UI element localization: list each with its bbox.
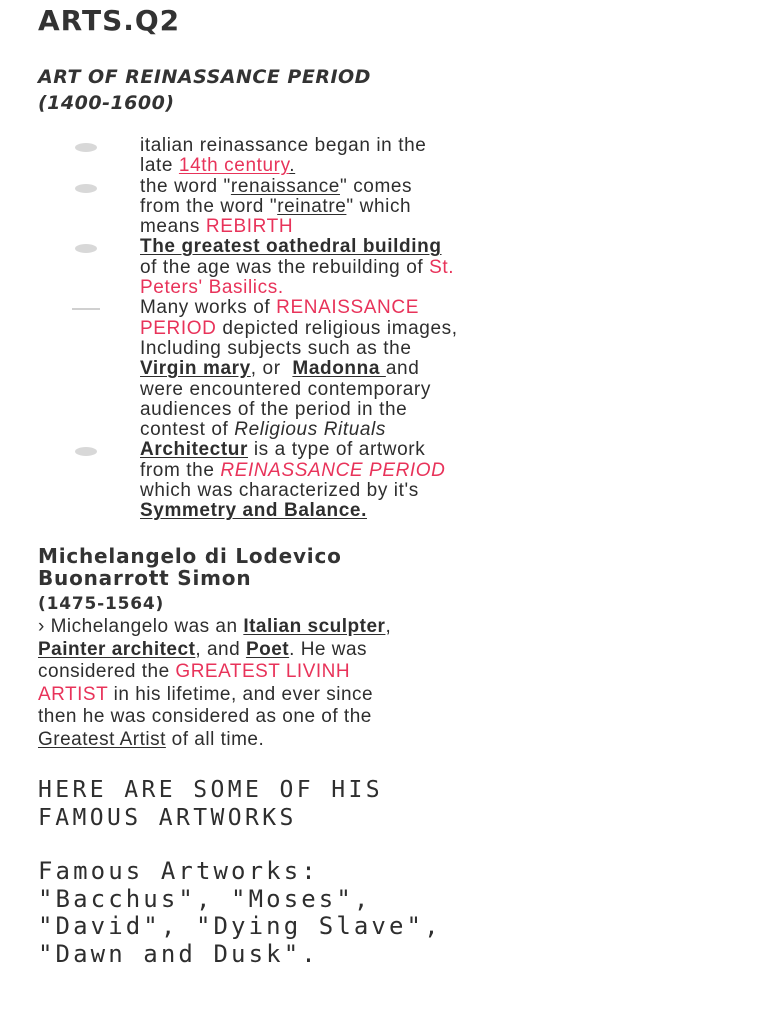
list-item-continuation: audiences of the period in the [140,398,408,420]
bullet-dash-icon [72,308,100,310]
list-item-continuation [0,278,768,298]
artist-years: (1475-1564) [38,594,165,614]
famous-artworks-list: Famous Artworks: "Bacchus", "Moses", "David", "Dying Slave", "Dawn and Dusk". [38,857,442,968]
list-item-continuation: Including subjects such as the [140,337,412,359]
list-item-continuation: Virgin mary, or Madonna and [140,358,420,380]
bullet-dot-icon [75,244,97,253]
artist-paragraph: › Michelangelo was an Italian sculpter, Painter architect, and Poet. He was considered the GREATEST LIVINH ARTIST in his lifetime, and ever since then he was considered as one of the Greatest Artist of all time. [38,616,392,750]
bullet-dot-icon [75,447,97,456]
artist-name-line: Buonarrott Simon [38,566,252,590]
page-title: ARTS.Q2 [38,4,181,37]
list-item-continuation: means REBIRTH [140,216,294,238]
section-heading-line: ART OF REINASSANCE PERIOD [38,66,371,88]
list-item: Many works of RENAISSANCE [0,298,768,318]
list-item-continuation: which was characterized by it's [140,480,419,502]
list-item-continuation: Symmetry and Balance. [140,500,367,522]
section-heading-years: (1400-1600) [38,92,175,114]
list-item: Architectur is a type of artwork [0,440,768,460]
highlight-text: REBIRTH [205,216,294,238]
list-item-continuation: were encountered contemporary [140,378,431,400]
section-heading [38,64,371,116]
list-item-continuation: from the REINASSANCE PERIOD [140,459,446,481]
artist-heading [38,545,342,589]
highlight-text: GREATEST LIVINH [175,661,351,683]
bullet-dot-icon [75,184,97,193]
list-item-continuation: PERIOD depicted religious images, [140,317,458,339]
highlight-text: RENAISSANCE [276,297,419,319]
bullet-dot-icon [75,143,97,152]
list-item: italian reinassance began in the [0,136,768,156]
highlight-text: St. [429,256,455,278]
list-item-continuation: from the word "reinatre" which [140,195,412,217]
list-item-continuation: late 14th century. [140,155,296,177]
highlight-text: REINASSANCE PERIOD [220,459,446,481]
list-item: the word "renaissance" comes [0,177,768,197]
artist-name-line: Michelangelo di Lodevico [38,544,342,568]
highlight-text: Peters' Basilics. [140,277,284,299]
highlight-text: PERIOD [140,317,217,339]
highlight-text: 14th century [178,155,290,177]
list-item-continuation: of the age was the rebuilding of St. [140,256,455,278]
list-item-continuation: contest of Religious Rituals [140,419,386,441]
list-item: The greatest oathedral building [0,237,768,257]
bullet-list [0,136,768,522]
highlight-text: ARTIST [38,683,108,705]
artworks-heading: HERE ARE SOME OF HIS FAMOUS ARTWORKS [38,777,383,831]
